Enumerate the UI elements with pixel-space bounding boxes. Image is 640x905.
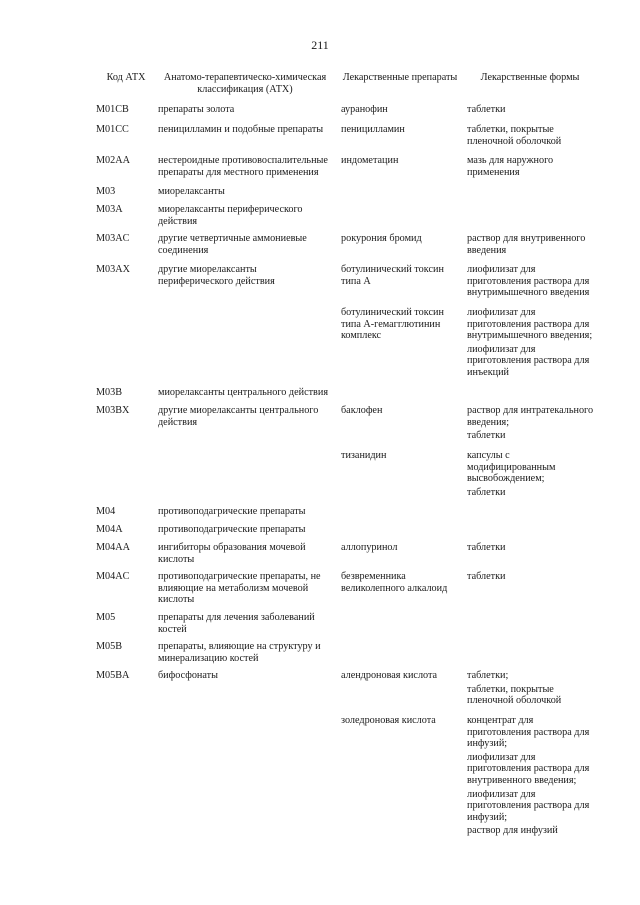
atc-code: M03AC: [96, 233, 130, 244]
drug-names: [341, 307, 461, 342]
drug-name: рокурония бромид: [341, 233, 422, 244]
dosage-form: лиофилизат для приготовления раствора для внутривенного введения;: [467, 751, 590, 786]
dosage-form: лиофилизат для приготовления раствора для инъекций: [467, 343, 590, 378]
dosage-forms: [467, 307, 597, 381]
drug-name: ботулинический токсин типа А-гемагглютинин комплекс: [341, 307, 444, 342]
page-number: 211: [311, 38, 329, 52]
dosage-form: таблетки, покрытые пленочной оболочкой: [467, 683, 562, 707]
dosage-forms: [467, 542, 597, 556]
atc-classification: миорелаксанты периферического действия: [158, 204, 303, 227]
dosage-form: таблетки: [467, 486, 506, 498]
drug-names: [341, 405, 461, 417]
drug-name: аллопуринол: [341, 542, 398, 553]
dosage-forms: [467, 670, 597, 709]
drug-name: безвременника великолепного алкалоид: [341, 571, 448, 594]
atc-code: M03AX: [96, 264, 130, 275]
atc-code: M05B: [96, 641, 123, 652]
atc-classification: противоподагрические препараты: [158, 524, 306, 535]
atc-classification: бифосфонаты: [158, 670, 218, 681]
drug-names: [341, 542, 461, 554]
header-classification: Анатомо-терапевтическо-химическая классификация (АТХ): [163, 72, 327, 95]
atc-code: M03: [96, 186, 116, 197]
drug-name: ауранофин: [341, 104, 388, 115]
atc-code: M04A: [96, 524, 123, 535]
dosage-forms: [467, 405, 597, 444]
drug-names: [341, 124, 461, 136]
header-forms: Лекарственные формы: [480, 72, 580, 83]
drug-names: [341, 670, 461, 682]
dosage-forms: [467, 155, 597, 180]
atc-code: M03BX: [96, 405, 130, 416]
atc-code: M04AA: [96, 542, 130, 553]
dosage-form: концентрат для приготовления раствора для инфузий;: [467, 715, 590, 750]
dosage-form: капсулы с модифицированным высвобождением;: [467, 450, 556, 485]
dosage-form: лиофилизат для приготовления раствора для инфузий;: [467, 788, 590, 823]
dosage-form: мазь для наружного применения: [467, 155, 554, 178]
drug-name: ботулинический токсин типа А: [341, 264, 444, 287]
atc-classification: другие миорелаксанты центрального действия: [158, 405, 319, 428]
atc-code: M02AA: [96, 155, 130, 166]
drug-name: алендроновая кислота: [341, 670, 438, 681]
drug-name: тизанидин: [341, 450, 387, 461]
atc-classification: препараты, влияющие на структуру и минерализацию костей: [158, 641, 321, 664]
atc-classification: другие четвертичные аммониевые соединения: [158, 233, 307, 256]
atc-classification: другие миорелаксанты периферического действия: [158, 264, 275, 287]
dosage-form: лиофилизат для приготовления раствора для внутримышечного введения: [467, 264, 590, 299]
dosage-form: таблетки;: [467, 670, 509, 681]
drug-names: [341, 264, 461, 287]
atc-classification: миорелаксанты: [158, 186, 225, 197]
atc-code: M03A: [96, 204, 123, 215]
atc-classification: препараты золота: [158, 104, 235, 115]
drug-name: индометацин: [341, 155, 399, 166]
atc-code: M05BA: [96, 670, 130, 681]
header-drugs: Лекарственные препараты: [342, 72, 458, 83]
drug-name: баклофен: [341, 405, 383, 416]
dosage-forms: [467, 264, 597, 301]
dosage-forms: [467, 450, 597, 500]
atc-code: M05: [96, 612, 116, 623]
drug-names: [341, 233, 461, 245]
drug-names: [341, 450, 461, 462]
dosage-form: таблетки: [467, 430, 506, 442]
atc-classification: противоподагрические препараты: [158, 506, 306, 517]
atc-code: M04: [96, 506, 116, 517]
dosage-form: таблетки: [467, 542, 506, 553]
dosage-forms: [467, 104, 597, 118]
dosage-form: таблетки: [467, 104, 506, 115]
dosage-form: таблетки, покрытые пленочной оболочкой: [467, 124, 562, 147]
atc-code: M01CB: [96, 104, 129, 115]
drug-names: [341, 155, 461, 167]
dosage-forms: [467, 233, 597, 258]
atc-code: M01CC: [96, 124, 129, 135]
dosage-form: раствор для интратекального введения;: [467, 405, 594, 428]
dosage-form: раствор для инфузий: [467, 825, 558, 837]
drug-name: пеницилламин: [341, 124, 405, 135]
atc-classification: пеницилламин и подобные препараты: [158, 124, 324, 135]
atc-classification: противоподагрические препараты, не влияющие на метаболизм мочевой кислоты: [158, 571, 321, 606]
atc-classification: миорелаксанты центрального действия: [158, 387, 328, 398]
drug-names: [341, 104, 461, 116]
drug-names: [341, 571, 461, 594]
header-code: Код АТХ: [106, 72, 146, 83]
atc-classification: препараты для лечения заболеваний костей: [158, 612, 315, 635]
drug-name: золедроновая кислота: [341, 715, 436, 726]
dosage-forms: [467, 715, 597, 839]
drug-names: [341, 715, 461, 727]
dosage-form: лиофилизат для приготовления раствора для внутримышечного введения;: [467, 307, 593, 342]
dosage-forms: [467, 571, 597, 585]
atc-classification: ингибиторы образования мочевой кислоты: [158, 542, 306, 565]
dosage-form: таблетки: [467, 571, 506, 582]
dosage-forms: [467, 124, 597, 149]
dosage-form: раствор для внутривенного введения: [467, 233, 586, 256]
atc-code: M03B: [96, 387, 123, 398]
atc-classification: нестероидные противовоспалительные препараты для местного применения: [158, 155, 328, 178]
atc-code: M04AC: [96, 571, 130, 582]
